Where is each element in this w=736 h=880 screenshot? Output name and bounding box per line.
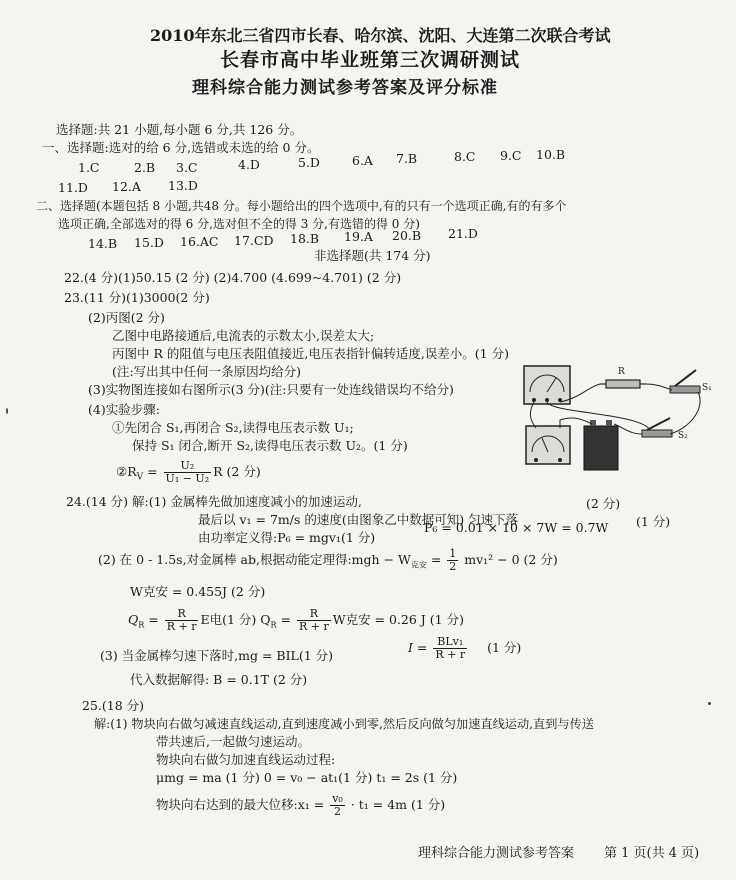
answer-21: 21.D bbox=[448, 226, 478, 241]
q24-line2: 最后以 v₁ = 7m/s 的速度(由图象乙中数据可知) 匀速下落 bbox=[198, 512, 519, 527]
q23-part4: (4)实验步骤: bbox=[88, 402, 160, 417]
answer-5: 5.D bbox=[298, 155, 320, 170]
q24-heat-eq: $Q_R$ = $\frac{R}{R + r}$ E电(1 分) $Q_R$ = $\frac{R}{R + r}$ W克安 = 0.26 J (1 分) bbox=[128, 607, 464, 633]
q25-line3: 物块向右做匀加速直线运动过程: bbox=[156, 752, 336, 767]
answer-3: 3.C bbox=[176, 160, 198, 175]
resistor-label: R bbox=[618, 367, 625, 377]
q25-displacement-eq: 物块向右达到的最大位移:x₁ = $\frac{\text{v₀}}{2}$ · t₁ = 4m (1 分) bbox=[156, 792, 446, 818]
answer-17: 17.CD bbox=[234, 233, 274, 248]
q25-line2: 带共速后,一起做匀速运动。 bbox=[156, 734, 310, 749]
circuit-diagram-figure bbox=[520, 358, 720, 480]
mc-intro: 选择题:共 21 小题,每小题 6 分,共 126 分。 bbox=[56, 122, 303, 137]
answer-12: 12.A bbox=[112, 179, 141, 194]
answer-16: 16.AC bbox=[180, 234, 219, 249]
q23-part2-reason1: 乙图中电路接通后,电流表的示数太小,误差太大; bbox=[112, 328, 375, 343]
q23-part2-note: (注:写出其中任何一条原因均给分) bbox=[112, 364, 301, 379]
q24-part3: (3) 当金属棒匀速下落时,mg = BIL(1 分) bbox=[100, 648, 334, 663]
mc-section2-title: 二、选择题(本题包括 8 小题,共48 分。每小题给出的四个选项中,有的只有一个选项正确,有的有多个 bbox=[36, 199, 567, 213]
switch-s1-label: S₁ bbox=[702, 383, 712, 393]
answer-18: 18.B bbox=[290, 231, 320, 246]
answer-20: 20.B bbox=[392, 228, 422, 243]
exam-title-line3: 理科综合能力测试参考答案及评分标准 bbox=[192, 78, 498, 98]
scan-speck bbox=[6, 408, 8, 414]
voltmeter-icon bbox=[524, 366, 570, 404]
scan-speck bbox=[708, 702, 711, 705]
ammeter-icon bbox=[526, 426, 570, 464]
q23-formula: $②R_V$ = $\frac{\text{U₂}}{\text{U₁ − U₂}}$ R (2 分) bbox=[116, 459, 261, 485]
mc-section2-title-cont: 选项正确,全部选对的得 6 分,选对但不全的得 3 分,有选错的得 0 分) bbox=[58, 217, 420, 231]
answer-9: 9.C bbox=[500, 148, 522, 163]
resistor-icon bbox=[600, 380, 646, 388]
answer-11: 11.D bbox=[58, 180, 88, 195]
q23-part2: (2)丙图(2 分) bbox=[88, 310, 165, 325]
answer-13: 13.D bbox=[168, 178, 198, 193]
answer-6: 6.A bbox=[352, 153, 373, 168]
answer-14: 14.B bbox=[88, 236, 118, 251]
q25-line1: 解:(1) 物块向右做匀减速直线运动,直到速度减小到零,然后反向做匀加速直线运动,直到与传送 bbox=[94, 717, 594, 731]
footer-page-number: 第 1 页(共 4 页) bbox=[604, 846, 700, 861]
switch-s2-icon bbox=[642, 418, 672, 437]
footer-title: 理科综合能力测试参考答案 bbox=[418, 846, 575, 861]
answer-1: 1.C bbox=[78, 160, 100, 175]
q24-line3-calc: P₆ = 0.01 × 10 × 7W = 0.7W bbox=[424, 520, 609, 535]
q24-half-fraction: $\frac{1}{2}$ bbox=[449, 547, 457, 573]
answer-2: 2.B bbox=[134, 160, 156, 175]
q24-current-fraction: $\frac{\text{BLv₁}}{R + r}$ bbox=[435, 635, 466, 661]
q24-current-eq: I = $\frac{\text{BLv₁}}{R + r}$ (1 分) bbox=[408, 635, 522, 661]
answer-15: 15.D bbox=[134, 235, 164, 250]
q23-head: 23.(11 分)(1)3000(2 分) bbox=[64, 290, 210, 305]
q24-line3-score: (1 分) bbox=[636, 514, 671, 529]
q24-energy-eq: (2) 在 0 - 1.5s,对金属棒 ab,根据动能定理得:mgh − $W_{克安}$ = $\frac{1}{2}$ mv₁² − 0 (2 分) bbox=[98, 547, 558, 573]
answer-8: 8.C bbox=[454, 149, 476, 164]
q24-line1: 24.(14 分) 解:(1) 金属棒先做加速度减小的加速运动, bbox=[66, 494, 362, 509]
q25-fraction: $\frac{\text{v₀}}{2}$ bbox=[332, 792, 343, 818]
switch-s1-icon bbox=[670, 370, 700, 393]
exam-title-line1: 2010年东北三省四市长春、哈尔滨、沈阳、大连第二次联合考试 bbox=[150, 26, 611, 45]
q24-result: 代入数据解得: B = 0.1T (2 分) bbox=[130, 672, 308, 687]
answer-7: 7.B bbox=[396, 151, 418, 166]
q23-fraction: $\frac{\text{U₂}}{\text{U₁ − U₂}}$ bbox=[165, 459, 210, 485]
answer-19: 19.A bbox=[344, 229, 373, 244]
q22-answer: 22.(4 分)(1)50.15 (2 分) (2)4.700 (4.699~4.701) (2 分) bbox=[64, 270, 402, 285]
q23-part3: (3)实物图连接如右图所示(3 分)(注:只要有一处连线错误均不给分) bbox=[88, 382, 454, 397]
switch-s2-label: S₂ bbox=[678, 431, 688, 441]
q23-step1: ①先闭合 S₁,再闭合 S₂,读得电压表示数 U₁; bbox=[112, 420, 354, 435]
answer-10: 10.B bbox=[536, 147, 566, 162]
q24-line3: 由功率定义得:P₆ = mgv₁(1 分) bbox=[198, 530, 376, 545]
q24-work-result: W克安 = 0.455J (2 分) bbox=[130, 584, 266, 599]
exam-title-line2: 长春市高中毕业班第三次调研测试 bbox=[220, 49, 521, 71]
q24-heat-fraction1: $\frac{R}{R + r}$ bbox=[166, 607, 197, 633]
q24-heat-fraction2: $\frac{R}{R + r}$ bbox=[298, 607, 329, 633]
q24-line2-score: (2 分) bbox=[586, 496, 621, 511]
q25-line4: μmg = ma (1 分) 0 = v₀ − at₁(1 分) t₁ = 2s (1 分) bbox=[156, 770, 458, 785]
q23-step1-cont: 保持 S₁ 闭合,断开 S₂,读得电压表示数 U₂。(1 分) bbox=[132, 438, 408, 453]
answer-4: 4.D bbox=[238, 157, 260, 172]
mc-section1-title: 一、选择题:选对的给 6 分,选错或未选的给 0 分。 bbox=[42, 140, 320, 155]
q25-head: 25.(18 分) bbox=[82, 698, 145, 713]
non-mc-heading: 非选择题(共 174 分) bbox=[314, 248, 431, 263]
q23-part2-reason2: 丙图中 R 的阻值与电压表阻值接近,电压表指针偏转适度,误差小。(1 分) bbox=[112, 346, 509, 361]
battery-icon bbox=[584, 420, 618, 470]
